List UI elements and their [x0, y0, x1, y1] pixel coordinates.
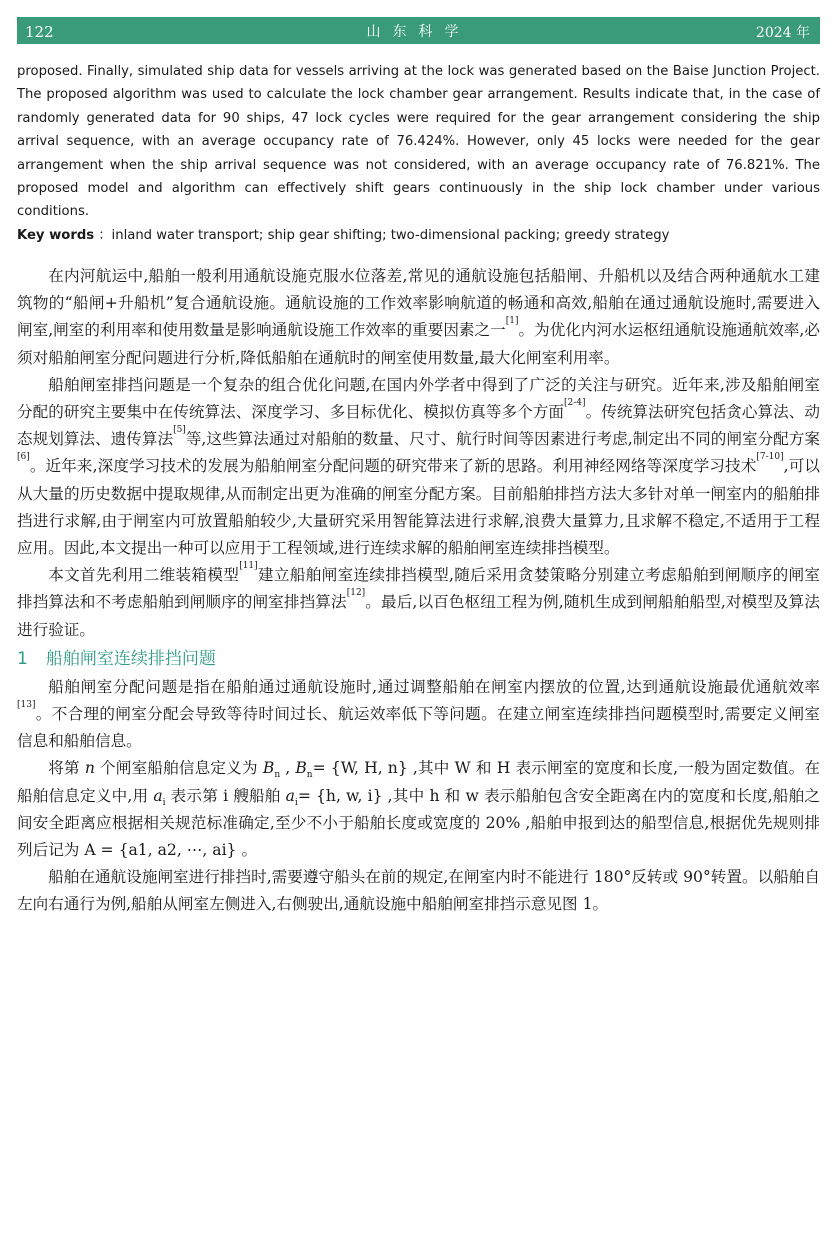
english-abstract — [17, 60, 820, 247]
citation-1[interactable]: [1] — [505, 316, 519, 327]
page-number: 122 — [25, 23, 54, 41]
publication-year: 2024 年 — [755, 25, 810, 41]
citation-5[interactable]: [5] — [173, 425, 186, 436]
journal-name: 山东科学 — [366, 24, 471, 40]
article-body — [17, 263, 820, 919]
paragraph-outline: 本文首先利用二维装箱模型[11]建立船舶闸室连续排挡模型,随后采用贪婪策略分别建立考虑船舶到闸顺序的闸室排挡算法和不考虑船舶到闸顺序的闸室排挡算法[12]。最后,以百色枢纽工程为例,随机生成到闸船舶船型,对模型及算法进行验证。 — [17, 561, 820, 639]
formula-chamber-set: = {W, H, n} — [312, 759, 408, 778]
paragraph-related-work: 船舶闸室排挡问题是一个复杂的组合优化问题,在国内外学者中得到了广泛的关注与研究。近年来,涉及船舶闸室分配的研究主要集中在传统算法、深度学习、多目标优化、模拟仿真等多个方面[2-4]。传统算法研究包括贪心算法、动态规划算法、遗传算法[5]等,这些算法通过对船舶的数量、尺寸、航行时间等因素进行考虑,制定出不同的闸室分配方案[6]。近年来,深度学习技术的发展为船舶闸室分配问题的研究带来了新的思路。利用神经网络等深度学习技术[7-10],可以从大量的历史数据中提取规律,从而制定出更为准确的闸室分配方案。目前船舶排挡方法大多针对单一闸室内的船舶排挡进行求解,由于闸室内可放置船舶较少,大量研究采用智能算法进行求解,浪费大量算力,且求解不稳定,不适用于工程应用。因此,本文提出一种可以应用于工程领域,进行连续求解的船舶闸室连续排挡模型。 — [17, 375, 820, 558]
formula-ship-set: = {h, w, i} — [297, 786, 383, 805]
citation-13[interactable]: [13] — [17, 700, 36, 711]
paragraph-problem: 船舶闸室分配问题是指在船舶通过通航设施时,通过调整船舶在闸室内摆放的位置,达到通航设施最优通航效率[13]。不合理的闸室分配会导致等待时间过长、航运效率低下等问题。在建立闸室连续排挡问题模型时,需要定义闸室信息和船舶信息。 — [17, 677, 820, 751]
section-number: 1 — [17, 648, 28, 669]
keywords-list: ：inland water transport; ship gear shifting; two-dimensional packing; greedy strategy — [98, 227, 670, 243]
section-heading — [17, 644, 820, 674]
page-header — [17, 17, 820, 44]
citation-7-10[interactable]: [7-10] — [756, 452, 784, 463]
citation-6[interactable]: [6] — [17, 452, 30, 463]
paragraph-intro: 在内河航运中,船舶一般利用通航设施克服水位落差,常见的通航设施包括船闸、升船机以及结合两种通航水工建筑物的“船闸+升船机”复合通航设施。通航设施的工作效率影响航道的畅通和高效,船舶在通过通航设施时,需要进入闸室,闸室的利用率和使用数量是影响通航设施工作效率的重要因素之一[1]。为优化内河水运枢纽通航设施通航效率,必须对船舶闸室分配问题进行分析,降低船舶在通航时的闸室使用数量,最大化闸室利用率。 — [17, 267, 820, 367]
paragraph-rules: 船舶在通航设施闸室进行排挡时,需要遵守船头在前的规定,在闸室内时不能进行 180°反转或 90°转置。以船舶自左向右通行为例,船舶从闸室左侧进入,右侧驶出,通航设施中船舶闸室排挡示意见图 1。 — [17, 868, 820, 914]
citation-11[interactable]: [11] — [239, 561, 258, 572]
formula-chamber: B — [295, 759, 307, 778]
keywords-label: Key words — [17, 227, 95, 243]
citation-2-4[interactable]: [2-4] — [564, 398, 586, 409]
paragraph-definitions: 将第 n 个闸室船舶信息定义为 $B_n$ , $B_n= \{W$, H, n} ,其中 W 和 H 表示闸室的宽度和长度,一般为固定数值。在船舶信息定义中,用 $a_i$ 表示第 i 艘船舶 $a_i= \{h$, w, i} ,其中 h 和 w 表示船舶包含安全距离在内的宽度和长度,船舶之间安全距离应根据相关规范标准确定,至少不小于船舶长度或宽度的 20% ,船舶申报到达的船型信息,根据优先规则排列后记为 A = {a1, a2, ⋯, ai} 。 — [17, 759, 820, 860]
formula-sequence: A = {a1, a2, ⋯, ai} — [84, 841, 237, 860]
formula-ship: a — [285, 786, 295, 805]
abstract-text: proposed. Finally, simulated ship data for vessels arriving at the lock was generated based on the Baise Junction Project. The proposed algorithm was used to calculate the lock chamber gear arrangement. Results indicate that, in the case of randomly generated data for 90 ships, 47 lock cycles were required for the gear arrangement considering the ship arrival sequence, with an average occupancy rate of 76.424%. However, only 45 locks were needed for the gear arrangement when the ship arrival sequence was not considered, with an average occupancy rate of 76.821%. The proposed model and algorithm can effectively shift gears continuously in the ship lock chamber under various conditions. — [17, 64, 820, 220]
section-title: 船舶闸室连续排挡问题 — [45, 648, 216, 669]
keywords-line — [17, 224, 820, 247]
citation-12[interactable]: [12] — [346, 588, 366, 599]
